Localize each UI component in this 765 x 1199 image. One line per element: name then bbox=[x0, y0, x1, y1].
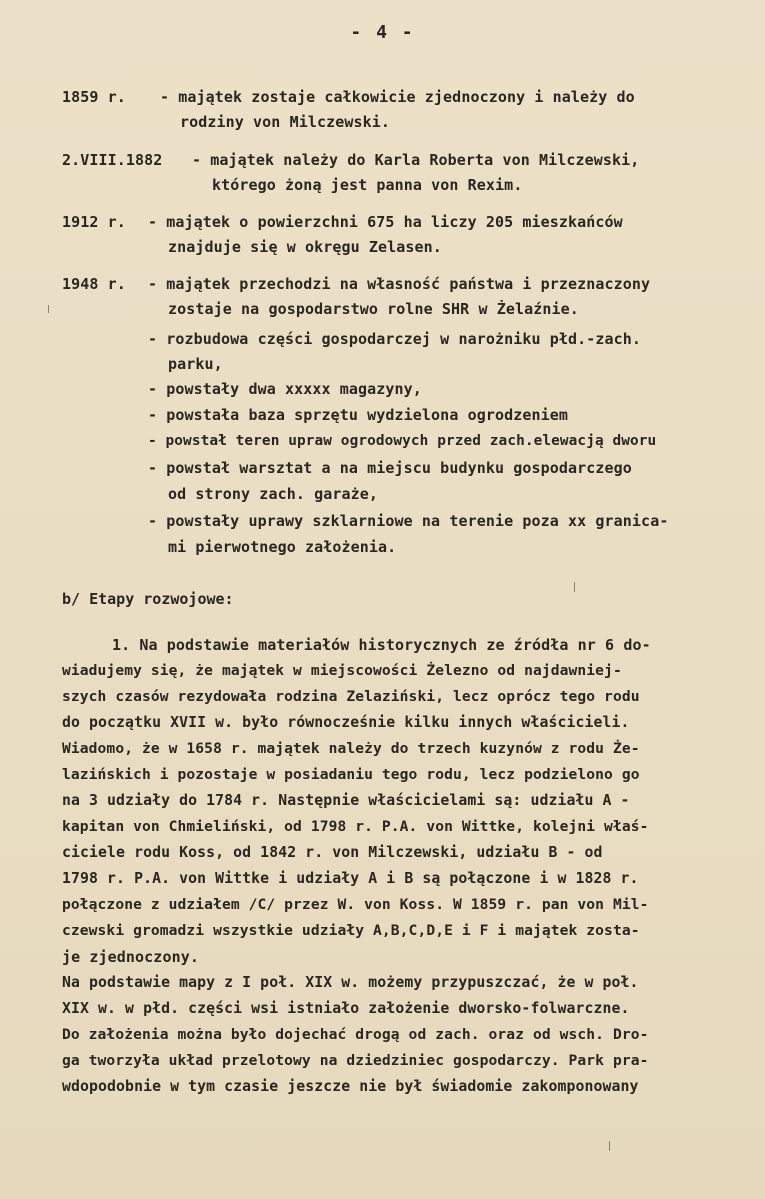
paragraph-line: połączone z udziałem /C/ przez W. von Koss. W 1859 r. pan von Mil- bbox=[62, 896, 649, 913]
list-item: - powstał teren upraw ogrodowych przed zach.elewacją dworu bbox=[148, 433, 657, 449]
paragraph-line: 1798 r. P.A. von Wittke i udziały A i B są połączone i w 1828 r. bbox=[62, 870, 639, 887]
paper-mark bbox=[574, 582, 575, 592]
paragraph-line: na 3 udziały do 1784 r. Następnie właścicielami są: udziału A - bbox=[62, 792, 630, 809]
entry-text: - majątek zostaje całkowicie zjednoczony i należy do bbox=[160, 88, 635, 106]
entry-date: 1948 r. bbox=[62, 275, 126, 293]
entry-date: 2.VIII.1882 bbox=[62, 151, 163, 169]
list-item: - powstała baza sprzętu wydzielona ogrodzeniem bbox=[148, 406, 569, 424]
paragraph-line: Na podstawie mapy z I poł. XIX w. możemy przypuszczać, że w poł. bbox=[62, 974, 639, 991]
paragraph-line: ga tworzyła układ przelotowy na dziedziniec gospodarczy. Park pra- bbox=[62, 1052, 649, 1069]
entry-text: znajduje się w okręgu Zelasen. bbox=[168, 238, 442, 256]
list-item: mi pierwotnego założenia. bbox=[168, 538, 397, 556]
entry-text: - majątek należy do Karla Roberta von Milczewski, bbox=[192, 151, 640, 169]
list-item: od strony zach. garaże, bbox=[168, 485, 379, 503]
paragraph-line: wiadujemy się, że majątek w miejscowości Żelezno od najdawniej- bbox=[62, 662, 622, 679]
list-item: - powstały uprawy szklarniowe na terenie poza xx granica- bbox=[148, 512, 669, 530]
list-item: - powstał warsztat a na miejscu budynku gospodarczego bbox=[148, 459, 632, 477]
entry-text: którego żoną jest panna von Rexim. bbox=[212, 176, 523, 194]
paragraph-line: szych czasów rezydowała rodzina Zelaziński, lecz oprócz tego rodu bbox=[62, 688, 640, 705]
paragraph-line: czewski gromadzi wszystkie udziały A,B,C,D,E i F i majątek zosta- bbox=[62, 922, 640, 939]
entry-text: - majątek o powierzchni 675 ha liczy 205 mieszkańców bbox=[148, 213, 623, 231]
paragraph-line: Wiadomo, że w 1658 r. majątek należy do trzech kuzynów z rodu Że- bbox=[62, 740, 640, 757]
paragraph-line: Do założenia można było dojechać drogą od zach. oraz od wsch. Dro- bbox=[62, 1026, 649, 1043]
page-number: - 4 - bbox=[350, 22, 415, 43]
entry-date: 1859 r. bbox=[62, 88, 126, 106]
list-item: parku, bbox=[168, 355, 223, 373]
paragraph-line: lazińskich i pozostaje w posiadaniu tego rodu, lecz podzielono go bbox=[62, 766, 640, 783]
entry-text: rodziny von Milczewski. bbox=[180, 113, 391, 131]
paragraph-line: ciciele rodu Koss, od 1842 r. von Milczewski, udziału B - od bbox=[62, 844, 603, 861]
entry-text: - majątek przechodzi na własność państwa i przeznaczony bbox=[148, 275, 651, 293]
paragraph-line: kapitan von Chmieliński, od 1798 r. P.A. von Wittke, kolejni właś- bbox=[62, 818, 649, 835]
paragraph-line: wdopodobnie w tym czasie jeszcze nie był świadomie zakomponowany bbox=[62, 1078, 639, 1095]
paragraph-line: je zjednoczony. bbox=[62, 948, 199, 966]
paper-mark bbox=[48, 305, 49, 313]
entry-text: zostaje na gospodarstwo rolne SHR w Żelaźnie. bbox=[168, 300, 579, 318]
section-heading: b/ Etapy rozwojowe: bbox=[62, 590, 234, 608]
list-item: - rozbudowa części gospodarczej w narożniku płd.-zach. bbox=[148, 330, 642, 348]
paragraph-line: 1. Na podstawie materiałów historycznych ze źródła nr 6 do- bbox=[112, 636, 651, 654]
list-item: - powstały dwa xxxxx magazyny, bbox=[148, 380, 422, 398]
paragraph-line: do początku XVII w. było równocześnie kilku innych właścicieli. bbox=[62, 714, 630, 731]
entry-date: 1912 r. bbox=[62, 213, 126, 231]
paper-mark bbox=[609, 1141, 610, 1151]
paragraph-line: XIX w. w płd. części wsi istniało założenie dworsko-folwarczne. bbox=[62, 1000, 630, 1017]
